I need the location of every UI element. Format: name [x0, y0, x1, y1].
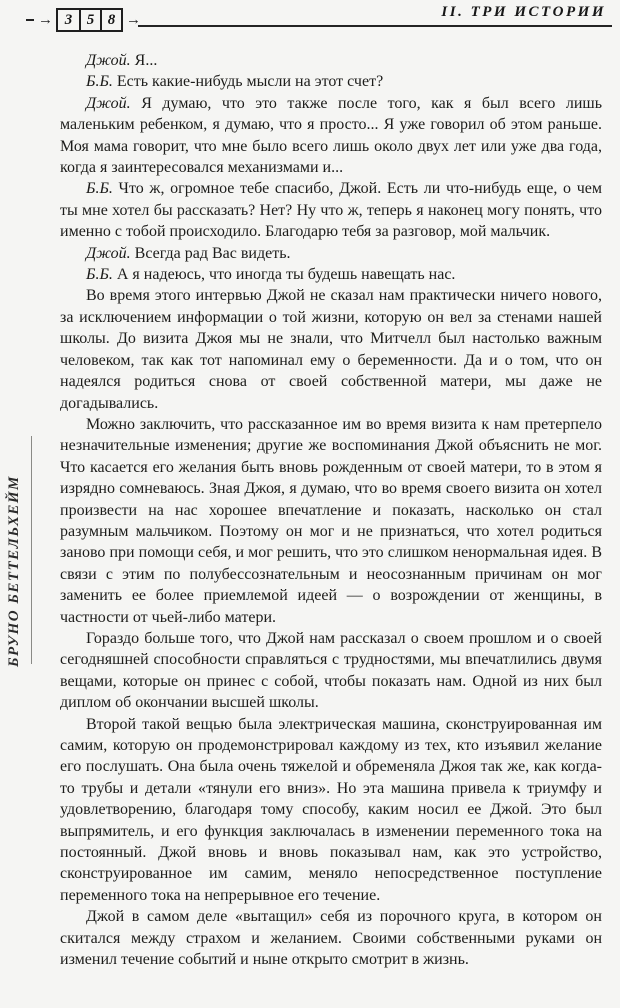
paragraph-text: Гораздо больше того, что Джой нам рассказал о своем прошлом и о своей сегодняшней способности справляться с трудностями, мы впечатлились двумя вещами, которые он принес с собой, чтобы показать нам. Одной из них был диплом об окончании высшей школы. — [60, 629, 602, 712]
narrative-paragraph — [60, 628, 602, 714]
dialog-paragraph — [60, 50, 602, 71]
arrow-right-icon: → — [126, 11, 141, 28]
paragraph-text: Есть какие-нибудь мысли на этот счет? — [116, 73, 384, 91]
dialog-paragraph — [60, 178, 602, 242]
paragraph-text: Во время этого интервью Джой не сказал нам практически ничего нового, за исключением информации о той жизни, которую он вел за стенами нашей школы. До визита Джоя мы не знали, что Митчелл был настолько важным человеком, так как тот напоминал ему о беременности. Да и о том, что он надеялся родиться снова от своей собственной матери, мы даже не догадывались. — [60, 287, 602, 412]
narrative-paragraph — [60, 414, 602, 628]
paragraph-text: А я надеюсь, что иногда ты будешь навещать нас. — [116, 266, 456, 284]
page-number-badge — [26, 8, 141, 32]
paragraph-text: Всегда рад Вас видеть. — [134, 244, 291, 262]
arrow-right-icon: → — [38, 11, 53, 28]
header-rule — [138, 25, 612, 27]
speaker-label: Джой. — [86, 244, 131, 262]
page-number-box — [56, 8, 123, 32]
page-digit: 3 — [64, 11, 73, 28]
speaker-label: Джой. — [86, 94, 131, 112]
page-digit: 5 — [79, 10, 100, 30]
speaker-label: Б.Б. — [86, 266, 113, 284]
narrative-paragraph — [60, 906, 602, 970]
speaker-label: Джой. — [86, 52, 131, 69]
paragraph-text: Джой в самом деле «вытащил» себя из порочного круга, в котором он скитался между страхом и желанием. Своими собственными руками он изменил течение событий и ныне открыто смотрит в жизнь. — [60, 908, 602, 969]
dialog-paragraph — [60, 264, 602, 285]
narrative-paragraph — [60, 714, 602, 907]
narrative-paragraph — [60, 285, 602, 413]
chapter-title: II. ТРИ ИСТОРИИ — [441, 4, 606, 20]
dialog-paragraph — [60, 243, 602, 264]
page-digit: 8 — [100, 10, 121, 30]
arrow-tail-line — [26, 19, 34, 21]
paragraph-text: Можно заключить, что рассказанное им во время визита к нам претерпело незначительные изменения; другие же воспоминания Джой объяснить не мог. Что касается его желания быть вновь рожденным от своей матери, то в этом я изрядно сомневаюсь. Зная Джоя, я думаю, что во время своего визита он хотел произвести на нас хорошее впечатление и показать, насколько он стал разумным мальчиком. Поэтому он мог и не признаться, что хотел родиться заново при помощи себя, и мог решить, что это слишком ненормальная идея. В связи с этим по полубессознательным и неосознанным причинам он мог заменить ее более приемлемой идеей — о возрождении от женщины, в частности от чьей-либо матери. — [60, 415, 602, 626]
body-text — [60, 50, 602, 998]
page-header — [26, 6, 612, 36]
author-flourish-line — [31, 436, 32, 664]
speaker-label: Б.Б. — [86, 73, 113, 91]
author-vertical-label: БРУНО БЕТТЕЛЬХЕЙМ — [6, 475, 22, 667]
paragraph-text: Я... — [134, 52, 158, 69]
paragraph-text: Что ж, огромное тебе спасибо, Джой. Есть ли что-нибудь еще, о чем ты мне хотел бы рассказать? Нет? Ну что ж, теперь я наконец могу понять, что именно с тобой происходило. Благодарю тебя за разговор, мой мальчик. — [60, 180, 602, 241]
paragraph-text: Второй такой вещью была электрическая машина, сконструированная им самим, которую он продемонстрировал каждому из тех, кто изъявил желание его послушать. Она была очень тяжелой и обременяла Джоя так же, как когда-то трубы и детали «тянули его вниз». Но эта машина привела к триумфу и удовлетворению, благодаря тому способу, каким носил ее Джой. Это был выпрямитель, и его функция заключалась в изменении переменного тока на постоянный. Джой вновь и вновь показывал нам, как это устройство, сконструированное им самим, меняло непосредственное поступление переменного тока на непрерывное его течение. — [60, 715, 602, 904]
paragraph-text: Я думаю, что это также после того, как я был всего лишь маленьким ребенком, я думаю, что я просто... Я уже говорил об этом раньше. Моя мама говорит, что мне было всего лишь около двух лет или уже два года, когда я заинтересовался механизмами и... — [60, 94, 603, 177]
dialog-paragraph — [60, 93, 602, 179]
speaker-label: Б.Б. — [86, 180, 113, 198]
dialog-paragraph — [60, 71, 602, 92]
